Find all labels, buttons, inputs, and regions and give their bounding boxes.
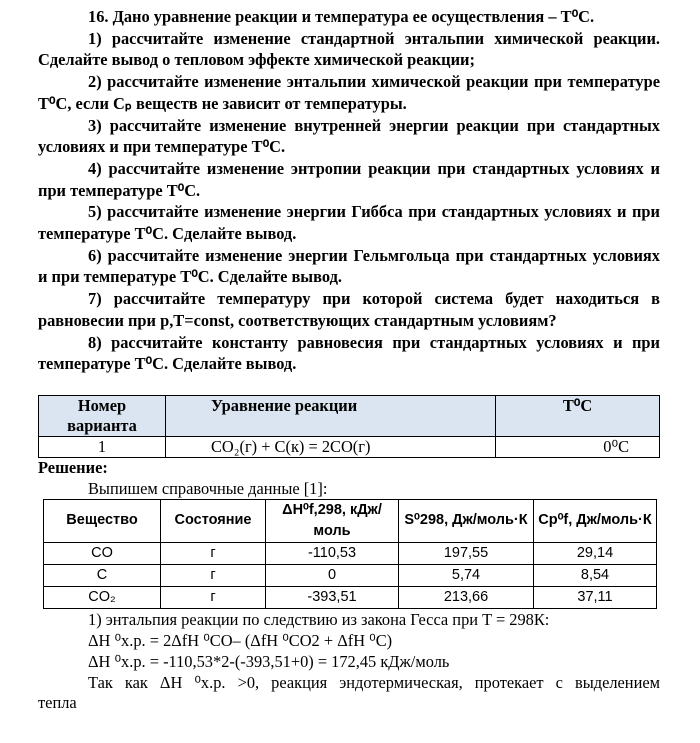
task-item: 4) рассчитайте изменение энтропии реакции при стандартных условиях и при температуре T⁰С. (38, 158, 660, 200)
reference-intro: Выпишем справочные данные [1]: (88, 478, 328, 498)
solution-title: Решение: (38, 457, 108, 477)
task-item: 8) рассчитайте константу равновесия при стандартных условиях и при температуре T⁰С. Сделайте вывод. (38, 332, 660, 374)
cell-entropy: 213,66 (399, 586, 534, 608)
conclusion-line: Так как ΔH ⁰х.р. >0, реакция эндотермическая, протекает с выделением (88, 672, 660, 692)
cell-entropy: 5,74 (399, 564, 534, 586)
cell-substance: C (44, 564, 161, 586)
cell-enthalpy: -393,51 (266, 586, 399, 608)
cell-state: г (161, 586, 266, 608)
variant-table-header (39, 395, 660, 436)
cell-state: г (161, 542, 266, 564)
header-entropy: S⁰298, Дж/моль·К (399, 499, 534, 542)
task-item: 6) рассчитайте изменение энергии Гельмгольца при стандартных условиях и при температуре T⁰С. Сделайте вывод. (38, 245, 660, 287)
cell-enthalpy: -110,53 (266, 542, 399, 564)
variant-table (38, 395, 660, 458)
header-state: Состояние (161, 499, 266, 542)
cell-substance: CO₂ (44, 586, 161, 608)
cell-heat-capacity: 29,14 (534, 542, 657, 564)
table-row (44, 564, 657, 586)
header-heat-capacity: Cp⁰f, Дж/моль·К (534, 499, 657, 542)
reference-table-header (44, 499, 657, 542)
step-1-heading: 1) энтальпия реакции по следствию из закона Гесса при T = 298К: (88, 609, 550, 629)
cell-variant-number: 1 (39, 436, 166, 457)
cell-heat-capacity: 37,11 (534, 586, 657, 608)
header-substance: Вещество (44, 499, 161, 542)
task-item: 2) рассчитайте изменение энтальпии химической реакции при температуре T⁰С, если Cₚ веществ не зависит от температуры. (38, 72, 660, 113)
table-row (44, 586, 657, 608)
document-page (38, 6, 660, 713)
task-item: 3) рассчитайте изменение внутренней энергии реакции при стандартных условиях и при температуре T⁰С. (38, 115, 660, 157)
reference-data-table (43, 499, 657, 609)
cell-temperature: 0⁰С (496, 436, 660, 457)
header-variant-number: Номер варианта (39, 395, 166, 436)
header-temperature: T⁰С (496, 395, 660, 436)
cell-state: г (161, 564, 266, 586)
table-row (39, 436, 660, 457)
enthalpy-calculation: ΔH ⁰х.р. = -110,53*2-(-393,51+0) = 172,45 кДж/моль (88, 651, 450, 671)
table-row (44, 542, 657, 564)
cell-heat-capacity: 8,54 (534, 564, 657, 586)
conclusion-line-end: тепла (38, 692, 77, 712)
task-statement (38, 6, 660, 375)
header-reaction-equation: Уравнение реакции (166, 395, 496, 436)
cell-reaction-equation: CO₂(г) + С(к) = 2СО(г) (166, 436, 496, 457)
task-item: 7) рассчитайте температуру при которой система будет находиться в равновесии при p,T=const, соответствующих стандартным условиям? (38, 289, 660, 330)
task-title: 16. Дано уравнение реакции и температура ее осуществления – T⁰С. (88, 7, 595, 26)
cell-entropy: 197,55 (399, 542, 534, 564)
task-item: 1) рассчитайте изменение стандартной энтальпии химической реакции. Сделайте вывод о тепловом эффекте химической реакции; (38, 28, 660, 70)
cell-enthalpy: 0 (266, 564, 399, 586)
task-item: 5) рассчитайте изменение энергии Гиббса при стандартных условиях и при температуре T⁰С. Сделайте вывод. (38, 202, 660, 244)
cell-substance: CO (44, 542, 161, 564)
enthalpy-formula: ΔH ⁰х.р. = 2ΔfH ⁰CO– (ΔfH ⁰CO2 + ΔfH ⁰C) (88, 630, 393, 650)
header-enthalpy: ΔH⁰f,298, кДж/моль (266, 499, 399, 542)
